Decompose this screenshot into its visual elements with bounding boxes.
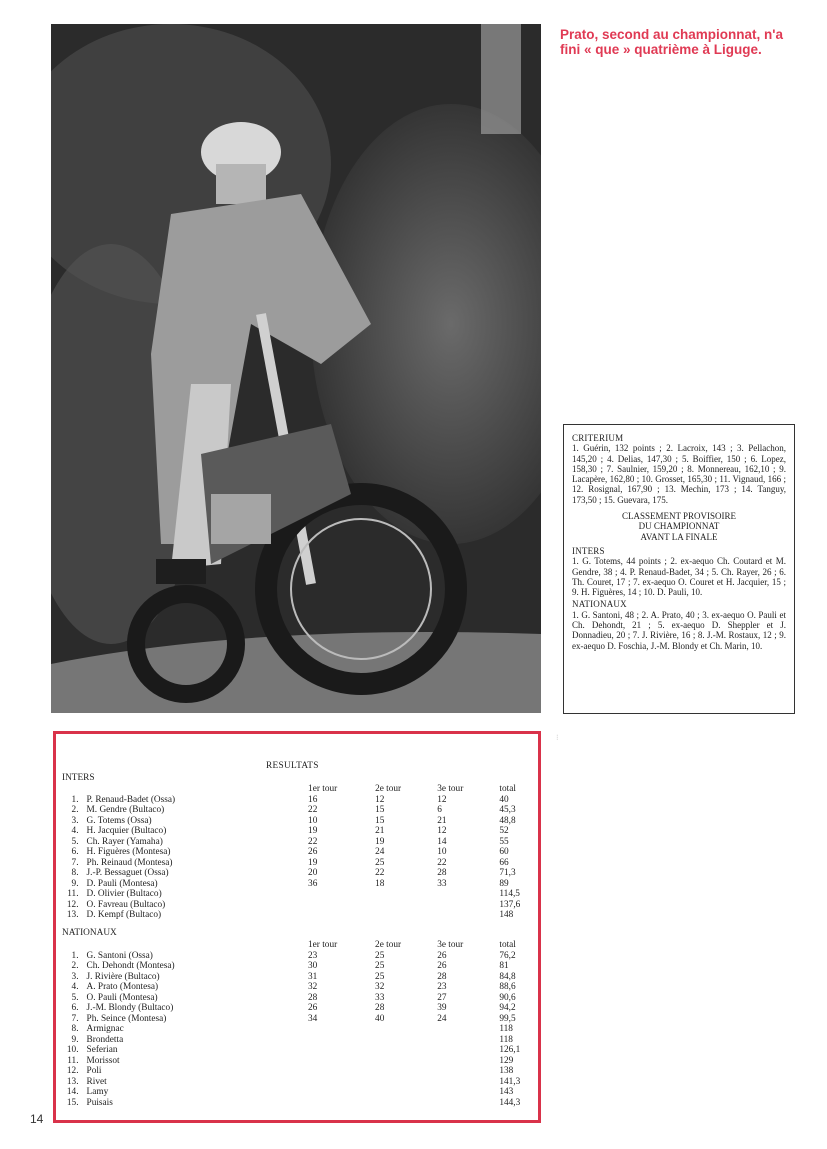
tour-2-score: 32 xyxy=(375,982,385,992)
nationaux-table xyxy=(61,940,538,1108)
page-number: 14 xyxy=(30,1112,44,1126)
competitor-name: M. Gendre (Bultaco) xyxy=(86,805,165,815)
tour-2-score: 15 xyxy=(375,815,385,826)
rank: 2. xyxy=(71,961,79,971)
nationaux-section-label: NATIONAUX xyxy=(62,928,117,938)
tour-2-score: 15 xyxy=(375,805,385,815)
tour-1-score: 30 xyxy=(308,961,318,971)
table-row xyxy=(61,1056,538,1067)
tour-3-score xyxy=(437,1066,499,1077)
rank: 13. xyxy=(66,1076,79,1087)
tour-1-score: 10 xyxy=(308,815,318,826)
table-row xyxy=(61,795,538,806)
tour-2-score: 25 xyxy=(375,950,385,961)
tour-2-score xyxy=(375,1087,437,1098)
tour-2-score xyxy=(375,1035,437,1046)
competitor-name: Seferian xyxy=(86,1045,118,1055)
rank: 8. xyxy=(71,1024,79,1034)
tour-1-score: 22 xyxy=(308,836,318,847)
tour-2-score xyxy=(375,1066,437,1077)
tour-3-score: 26 xyxy=(437,961,447,971)
tour-2-score: 19 xyxy=(375,836,385,847)
tour-1-score: 20 xyxy=(308,868,318,878)
tour-1-score: 36 xyxy=(308,878,318,889)
competitor-name: Armignac xyxy=(86,1024,124,1034)
tour-3-score: 39 xyxy=(437,1003,447,1013)
rank: 2. xyxy=(71,805,79,815)
tour-2-score xyxy=(375,1024,437,1035)
total-score: 137,6 xyxy=(499,899,521,910)
tour-2-score xyxy=(375,1045,437,1056)
criterium-heading: CRITERIUM xyxy=(572,433,624,443)
competitor-name: G. Santoni (Ossa) xyxy=(86,950,153,961)
rank: 6. xyxy=(71,1003,79,1013)
nationaux-table-body xyxy=(61,940,538,1108)
table-row xyxy=(61,868,538,879)
tour-3-score: 33 xyxy=(437,878,447,889)
total-score: 126,1 xyxy=(499,1045,521,1055)
competitor-name: O. Favreau (Bultaco) xyxy=(86,899,166,910)
competitor-name: A. Prato (Montesa) xyxy=(86,982,159,992)
rank: 11. xyxy=(67,889,79,899)
table-row xyxy=(61,847,538,858)
tour-2-score xyxy=(375,1077,437,1088)
photo-caption: Prato, second au championnat, n'a fini « que » quatrième à Liguge. xyxy=(560,27,784,57)
tour-1-score xyxy=(308,889,375,900)
table-row xyxy=(61,837,538,848)
classement-line: CLASSEMENT PROVISOIRE xyxy=(621,511,737,522)
rank: 12. xyxy=(66,899,79,910)
table-row xyxy=(61,961,538,972)
tour-2-score: 40 xyxy=(375,1013,385,1024)
rank: 3. xyxy=(71,815,79,826)
tour-2-score xyxy=(375,900,437,911)
tour-1-score: 28 xyxy=(308,992,318,1003)
tour-1-score: 26 xyxy=(308,1003,318,1013)
inters-text: 1. G. Totems, 44 points ; 2. ex-aequo Ch. Coutard et M. Gendre, 38 ; 4. P. Renaud-Badet, 34 ; 5. Ch. Rayer, 26 ; 6. Th. Couret, 17 ; 7. ex-aequo O. Couret et H. Jacquier, 15 ; 9. H. Figuères, 14 ; 10. D. Pauli, 10. xyxy=(572,556,786,598)
tour-3-score: 28 xyxy=(437,868,447,878)
tour-2-score: 25 xyxy=(375,857,385,868)
table-row xyxy=(61,879,538,890)
competitor-name: D. Pauli (Montesa) xyxy=(86,878,158,889)
tour-1-score xyxy=(308,1035,375,1046)
total-score: 81 xyxy=(499,961,509,971)
tour-3-score xyxy=(437,1077,499,1088)
total-score: 118 xyxy=(499,1024,513,1034)
photo-illustration xyxy=(51,24,541,713)
header-total: total xyxy=(499,940,516,950)
tour-2-score xyxy=(375,1098,437,1109)
header-tour-2: 2e tour xyxy=(375,940,402,950)
tour-1-score: 26 xyxy=(308,847,318,857)
competitor-name: Ch. Rayer (Yamaha) xyxy=(86,836,163,847)
tour-1-score xyxy=(308,1056,375,1067)
total-score: 71,3 xyxy=(499,868,516,878)
rank: 3. xyxy=(71,971,79,982)
tour-3-score: 24 xyxy=(437,1013,447,1024)
rank: 9. xyxy=(71,1034,79,1045)
tour-3-score: 12 xyxy=(437,826,447,836)
tour-2-score: 12 xyxy=(375,794,385,805)
table-header-row xyxy=(61,940,538,951)
competitor-name: Rivet xyxy=(86,1076,107,1087)
total-score: 90,6 xyxy=(499,992,516,1003)
rank: 1. xyxy=(71,794,79,805)
table-header-row xyxy=(61,784,538,795)
rank: 4. xyxy=(71,982,79,992)
table-row xyxy=(61,1014,538,1025)
rank: 11. xyxy=(67,1055,79,1066)
total-score: 45,3 xyxy=(499,805,516,815)
tour-2-score: 21 xyxy=(375,826,385,836)
total-score: 89 xyxy=(499,878,509,889)
rank: 12. xyxy=(66,1066,79,1076)
header-tour-3: 3e tour xyxy=(437,940,464,950)
tour-3-score: 28 xyxy=(437,971,447,982)
table-row xyxy=(61,910,538,921)
rank: 4. xyxy=(71,826,79,836)
table-row xyxy=(61,1003,538,1014)
table-row xyxy=(61,993,538,1004)
inters-table xyxy=(61,784,538,921)
standings-box xyxy=(563,424,795,714)
total-score: 143 xyxy=(499,1087,514,1097)
inters-table-body xyxy=(61,784,538,921)
tour-1-score: 16 xyxy=(308,794,318,805)
total-score: 144,3 xyxy=(499,1097,521,1108)
table-row xyxy=(61,1098,538,1109)
tour-3-score xyxy=(437,1098,499,1109)
tour-1-score xyxy=(308,1045,375,1056)
rank: 1. xyxy=(71,950,79,961)
competitor-name: G. Totems (Ossa) xyxy=(86,815,152,826)
total-score: 48,8 xyxy=(499,815,516,826)
inters-heading: INTERS xyxy=(572,545,605,556)
tour-3-score xyxy=(437,1024,499,1035)
competitor-name: Lamy xyxy=(86,1087,109,1097)
classement-line: AVANT LA FINALE xyxy=(640,531,718,542)
rank: 5. xyxy=(71,836,79,847)
header-tour-3: 3e tour xyxy=(437,784,464,794)
table-row xyxy=(61,1035,538,1046)
rank: 7. xyxy=(71,857,79,868)
tour-3-score xyxy=(437,1035,499,1046)
rank: 8. xyxy=(71,868,79,878)
tour-1-score xyxy=(308,900,375,911)
tour-2-score xyxy=(375,910,437,921)
rank: 10. xyxy=(66,1045,79,1055)
results-title: RESULTATS xyxy=(266,761,319,771)
header-tour-1: 1er tour xyxy=(308,784,338,794)
total-score: 52 xyxy=(499,826,509,836)
classement-heading xyxy=(572,511,786,542)
competitor-name: Poli xyxy=(86,1066,102,1076)
competitor-name: H. Jacquier (Bultaco) xyxy=(86,826,167,836)
table-row xyxy=(61,1077,538,1088)
criterium-text: 1. Guérin, 132 points ; 2. Lacroix, 143 ; 3. Pellachon, 145,20 ; 4. Delias, 147,30 ; 5. Boiffier, 150 ; 6. Lopez, 158,30 ; 7. Saulnier, 159,20 ; 8. Monnereau, 162,10 ; 9. Lacapère, 162,80 ; 10. Grosset, 165,30 ; 11. Vignaud, 166 ; 12. Rosignal, 167,90 ; 13. Mechin, 173 ; 14. Tanguy, 173,50 ; 15. Guevara, 175. xyxy=(572,443,786,505)
nationaux-heading: NATIONAUX xyxy=(572,599,627,610)
margin-mark: ⁝ xyxy=(556,733,559,742)
competitor-name: D. Olivier (Bultaco) xyxy=(86,889,162,899)
table-row xyxy=(61,805,538,816)
tour-3-score: 27 xyxy=(437,992,447,1003)
tour-3-score: 21 xyxy=(437,815,447,826)
competitor-name: Ph. Reinaud (Montesa) xyxy=(86,857,173,868)
tour-2-score: 18 xyxy=(375,878,385,889)
total-score: 60 xyxy=(499,847,509,857)
tour-1-score: 19 xyxy=(308,857,318,868)
tour-2-score: 33 xyxy=(375,992,385,1003)
table-row xyxy=(61,858,538,869)
table-row xyxy=(61,1066,538,1077)
competitor-name: Morissot xyxy=(86,1055,120,1066)
total-score: 94,2 xyxy=(499,1003,516,1013)
tour-3-score xyxy=(437,1045,499,1056)
tour-3-score xyxy=(437,889,499,900)
tour-1-score xyxy=(308,1087,375,1098)
tour-1-score: 22 xyxy=(308,805,318,815)
total-score: 148 xyxy=(499,910,514,920)
tour-1-score: 31 xyxy=(308,971,318,982)
tour-3-score: 26 xyxy=(437,950,447,961)
competitor-name: D. Kempf (Bultaco) xyxy=(86,910,162,920)
total-score: 118 xyxy=(499,1034,513,1045)
rank: 13. xyxy=(66,910,79,920)
total-score: 99,5 xyxy=(499,1013,516,1024)
competitor-name: O. Pauli (Montesa) xyxy=(86,992,158,1003)
trial-rider-photo xyxy=(51,24,541,713)
tour-1-score: 19 xyxy=(308,826,318,836)
tour-3-score xyxy=(437,1087,499,1098)
tour-2-score: 28 xyxy=(375,1003,385,1013)
results-box xyxy=(53,731,541,1123)
competitor-name: Brondetta xyxy=(86,1034,124,1045)
inters-section-label: INTERS xyxy=(62,773,95,783)
tour-1-score xyxy=(308,1077,375,1088)
header-total: total xyxy=(499,784,516,794)
nationaux-text: 1. G. Santoni, 48 ; 2. A. Prato, 40 ; 3. ex-aequo O. Pauli et Ch. Dehondt, 21 ; 5. ex-aequo D. Sheppler et J. Donnadieu, 20 ; 7. J. Rivière, 16 ; 8. J.-M. Rostaux, 12 ; 9. ex-aequo D. Foschia, J.-M. Blondy et Ch. Marin, 10. xyxy=(572,609,786,651)
total-score: 88,6 xyxy=(499,982,516,992)
tour-1-score: 34 xyxy=(308,1013,318,1024)
tour-3-score xyxy=(437,1056,499,1067)
tour-1-score xyxy=(308,910,375,921)
tour-1-score xyxy=(308,1024,375,1035)
competitor-name: Puisais xyxy=(86,1097,113,1108)
table-row xyxy=(61,972,538,983)
classement-line: DU CHAMPIONNAT xyxy=(638,521,720,532)
total-score: 138 xyxy=(499,1066,514,1076)
table-row xyxy=(61,982,538,993)
rank: 9. xyxy=(71,878,79,889)
rank: 6. xyxy=(71,847,79,857)
total-score: 55 xyxy=(499,836,509,847)
tour-2-score xyxy=(375,1056,437,1067)
tour-2-score: 22 xyxy=(375,868,385,878)
competitor-name: Ch. Dehondt (Montesa) xyxy=(86,961,175,971)
competitor-name: P. Renaud-Badet (Ossa) xyxy=(86,794,176,805)
total-score: 141,3 xyxy=(499,1076,521,1087)
table-row xyxy=(61,816,538,827)
header-tour-2: 2e tour xyxy=(375,784,402,794)
tour-1-score: 23 xyxy=(308,950,318,961)
tour-1-score xyxy=(308,1066,375,1077)
competitor-name: H. Figuères (Montesa) xyxy=(86,847,171,857)
table-row xyxy=(61,889,538,900)
total-score: 129 xyxy=(499,1055,514,1066)
table-row xyxy=(61,900,538,911)
header-tour-1: 1er tour xyxy=(308,940,338,950)
tour-1-score xyxy=(308,1098,375,1109)
rank: 14. xyxy=(66,1087,79,1097)
table-row xyxy=(61,826,538,837)
total-score: 76,2 xyxy=(499,950,516,961)
table-row xyxy=(61,1087,538,1098)
tour-1-score: 32 xyxy=(308,982,318,992)
total-score: 84,8 xyxy=(499,971,516,982)
tour-3-score: 6 xyxy=(437,805,442,815)
tour-3-score: 22 xyxy=(437,857,447,868)
total-score: 66 xyxy=(499,857,509,868)
rank: 15. xyxy=(66,1097,79,1108)
tour-2-score xyxy=(375,889,437,900)
tour-3-score xyxy=(437,910,499,921)
competitor-name: Ph. Seince (Montesa) xyxy=(86,1013,167,1024)
table-row xyxy=(61,951,538,962)
tour-3-score: 12 xyxy=(437,794,447,805)
total-score: 40 xyxy=(499,794,509,805)
tour-2-score: 25 xyxy=(375,961,385,971)
tour-2-score: 24 xyxy=(375,847,385,857)
competitor-name: J. Rivière (Bultaco) xyxy=(86,971,160,982)
competitor-name: J.-M. Blondy (Bultaco) xyxy=(86,1003,174,1013)
table-row xyxy=(61,1045,538,1056)
competitor-name: J.-P. Bessaguet (Ossa) xyxy=(86,868,169,878)
total-score: 114,5 xyxy=(499,889,520,899)
tour-3-score: 10 xyxy=(437,847,447,857)
rank: 7. xyxy=(71,1013,79,1024)
tour-3-score xyxy=(437,900,499,911)
tour-2-score: 25 xyxy=(375,971,385,982)
rank: 5. xyxy=(71,992,79,1003)
table-row xyxy=(61,1024,538,1035)
tour-3-score: 14 xyxy=(437,836,447,847)
tour-3-score: 23 xyxy=(437,982,447,992)
